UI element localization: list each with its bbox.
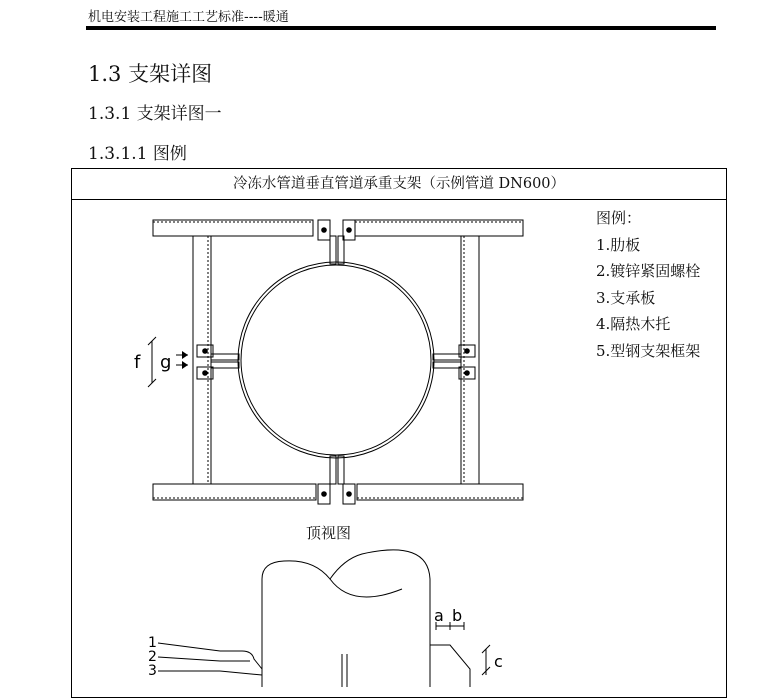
header-rule [86,26,716,30]
elevation-pipe-outline [262,550,430,687]
legend-item: 2.镀锌紧固螺栓 [596,262,701,280]
figure-frame [71,168,727,698]
document-header: 机电安装工程施工工艺标准----暖通 [88,10,289,25]
callout-2: 2 [148,649,157,665]
section-heading: 1.3 支架详图 [88,62,213,86]
legend-item: 3.支承板 [596,288,656,307]
legend-item: 1.肋板 [596,235,641,254]
callout-1: 1 [148,635,157,651]
top-view-caption: 顶视图 [306,524,352,542]
callout-3: 3 [148,663,157,679]
legend-title: 图例： [596,209,642,227]
dim-label-f: f [134,352,141,373]
legend-item: 5.型钢支架框架 [596,341,701,360]
dim-label-g: g [160,352,172,373]
legend-item: 4.隔热木托 [596,315,671,333]
figure-title: 冷冻水管道垂直管道承重支架（示例管道 DN600） [72,169,726,200]
pipe-inner [241,265,431,455]
dim-label-b: b [452,606,463,625]
subsubsection-heading: 1.3.1.1 图例 [88,144,187,164]
pipe-outer [238,262,434,458]
subsection-heading: 1.3.1 支架详图一 [88,104,222,124]
dim-label-c: c [494,652,503,671]
figure-legend [596,205,700,364]
dim-label-a: a [434,606,444,625]
